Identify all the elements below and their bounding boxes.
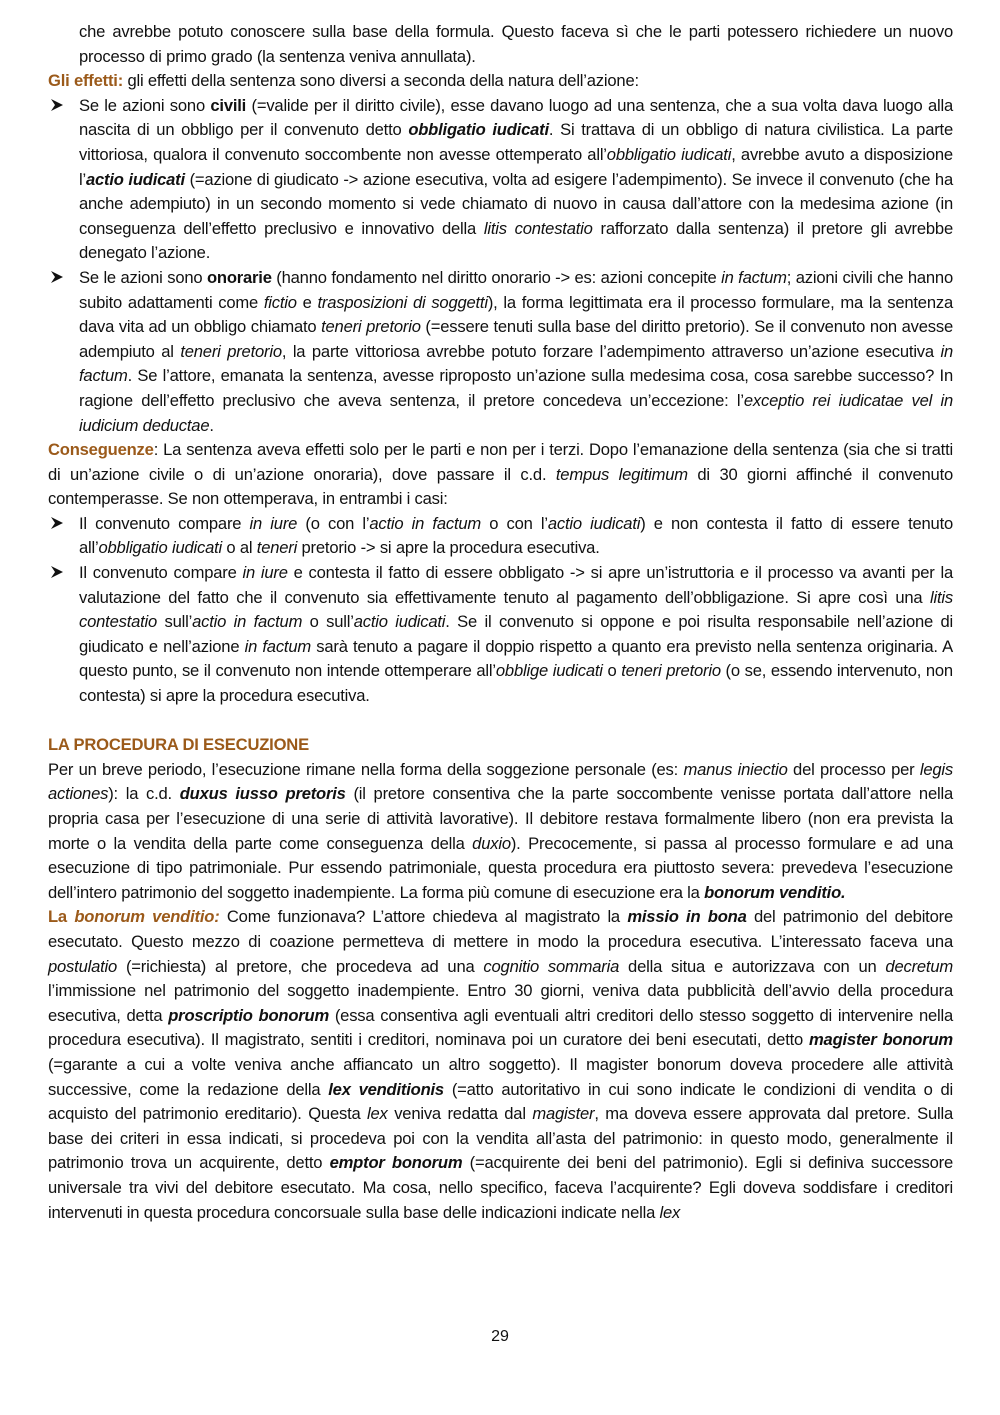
text-run: di 30 giorni affinché il convenuto contemperasse. Se non ottemperava, in entrambi i casi: (48, 464, 954, 509)
arrowhead-bullet-icon (50, 94, 64, 119)
text-run: Se le azioni sono (79, 95, 211, 115)
text-run: (=azione di giudicato -> azione esecutiva, volta ad esigere l’adempimento). Se invece il convenuto (che ha anche adempiuto) in un secondo momento si vede chiamato di nuovo in causa dall’attore con la medesima azione (in conseguenza dell’effetto preclusivo e innovativo della (79, 169, 953, 238)
text-run: teneri pretorio (321, 317, 421, 337)
text-run: Il convenuto compare (79, 513, 250, 533)
text-run: LA PROCEDURA DI ESECUZIONE (48, 735, 309, 755)
text-run: Se le azioni sono (79, 267, 207, 287)
text-run: (essa consentiva agli eventuali altri creditori dello stesso soggetto di intervenire nella procedura esecutiva). Il magistrato, sentiti i creditori, nominava poi un curatore dei beni esecutati, detto (48, 1005, 954, 1050)
section-spacer (48, 709, 953, 734)
text-run: (=richiesta) al pretore, che procedeva ad una (117, 956, 484, 976)
text-run: o sull’ (302, 612, 354, 632)
text-run: ) e non contesta il fatto di essere tenuto all’ (79, 513, 954, 558)
text-run: (=acquirente dei beni del patrimonio). Egli si definiva successore universale tra vivi del debitore esecutato. Ma cosa, nello specifico, faceva l’acquirente? Egli doveva soddisfare i creditori intervenuti in questa procedura concorsuale sulla base delle indicazioni indicate nella (48, 1153, 953, 1222)
text-run: Come funzionava? L’attore chiedeva al magistrato la (219, 907, 628, 927)
page-number: 29 (491, 1328, 509, 1345)
text-run: cognitio sommaria (483, 956, 620, 976)
text-run: missio in bona (627, 907, 747, 927)
text-run: in factum (244, 636, 311, 656)
text-run: e (296, 292, 318, 312)
paragraph (48, 69, 953, 94)
text-run: e contesta il fatto di essere obbligato -> si apre un’istruttoria e il processo va avanti per la valutazione del fatto che il convenuto sia effettivamente tenuto al pagamento dell’obbligazione. Si apre così una (79, 563, 953, 607)
text-run: Il convenuto compare (79, 563, 243, 583)
text-run: fictio (263, 292, 297, 312)
text-run: teneri pretorio (180, 341, 282, 361)
bullet-item (48, 512, 953, 561)
text-run: litis contestatio (79, 587, 953, 632)
arrowhead-bullet-icon (50, 561, 64, 586)
text-run: onorarie (206, 267, 272, 287)
text-run: ; azioni civili che hanno subito adattamenti come (79, 267, 953, 312)
text-run: litis contestatio (483, 218, 593, 238)
text-run: : La sentenza aveva effetti solo per le parti e non per i terzi. Dopo l’emanazione della sentenza (sia che si tratti di un’azione civile o di un’azione onoraria), dove passare il c.d. (48, 440, 953, 484)
text-run: . Se il convenuto si oppone e poi risulta responsabile nell’azione di giudicato e nell’azione (79, 612, 954, 656)
text-run: actio in factum (192, 612, 303, 632)
section-title (48, 733, 953, 758)
paragraph (48, 758, 953, 906)
paragraph (48, 438, 953, 512)
text-run: bonorum venditio. (704, 882, 846, 902)
text-run: actio iudicati (547, 513, 641, 533)
text-run: bonorum venditio: (74, 907, 220, 927)
text-run: civili (210, 95, 247, 115)
text-run: , ma doveva essere approvata dal pretore. Sulla base dei criteri in essa indicati, si procedeva poi con la vendita all’asta del patrimonio: in questo modo, generalmente il patrimonio trova un acquirente, detto (48, 1104, 953, 1173)
text-run: . Se l’attore, emanata la sentenza, avesse riproposto un’azione sulla medesima cosa, cosa sarebbe successo? In ragione dell’effetto preclusivo che aveva sentenza, il pretore concedeva un’eccezione: l’ (79, 366, 953, 410)
text-run: duxus iusso pretoris (179, 784, 346, 804)
text-run: (=essere tenuti sulla base del diritto pretorio). Se il convenuto non avesse adempiuto al (79, 317, 953, 361)
text-run: . (209, 415, 214, 435)
text-run: teneri (256, 538, 298, 558)
bullet-item (48, 266, 953, 438)
text-run: exceptio rei iudicatae vel in iudicium deductae (79, 390, 953, 435)
text-run: Conseguenze (48, 440, 154, 460)
bullet-item (48, 94, 953, 266)
text-run: (=garante a cui a volte veniva anche affiancato un altro soggetto). Il magister bonorum doveva procedere alle attività successive, come la redazione della (48, 1054, 953, 1099)
text-run: teneri pretorio (621, 661, 721, 681)
text-run: lex (659, 1202, 681, 1222)
text-run: Gli effetti: (48, 71, 124, 91)
text-run: manus iniectio (683, 759, 788, 779)
text-run: postulatio (48, 956, 118, 976)
text-run: , la parte vittoriosa avrebbe potuto forzare l’adempimento attraverso un’azione esecutiva (281, 341, 941, 361)
text-run: (hanno fondamento nel diritto onorario -> es: azioni concepite (271, 267, 722, 287)
text-run: Per un breve periodo, l’esecuzione rimane nella forma della soggezione personale (es: (48, 759, 684, 779)
arrowhead-bullet-icon (50, 512, 64, 537)
text-run: o al (222, 538, 257, 558)
text-run: in factum (721, 267, 787, 287)
bullet-item (48, 561, 953, 709)
text-run: obbligatio iudicati (408, 120, 549, 140)
text-run: actio iudicati (85, 169, 185, 189)
text-run: (il pretore consentiva che la parte soccombente venisse portata dall’attore nella propria casa per l’esecuzione di una serie di attività lavorative). Il debitore restava formalmente libero (non era prevista la morte o la vendita della parte come conseguenza della (48, 784, 953, 853)
text-run: in factum (79, 341, 953, 386)
text-run: lex venditionis (328, 1079, 444, 1099)
text-run: rafforzato dalla sentenza) il pretore gli avrebbe denegato l’azione. (79, 218, 953, 263)
text-run: actio in factum (369, 513, 482, 533)
text-run: ): la c.d. (108, 784, 180, 804)
text-run: magister bonorum (809, 1030, 953, 1050)
text-run: che avrebbe potuto conoscere sulla base della formula. Questo faceva sì che le parti potessero richiedere un nuovo processo di primo grado (la sentenza veniva annullata). (79, 22, 953, 66)
text-run: della situa e autorizzava con un (619, 956, 886, 976)
text-run: (=valide per il diritto civile), esse davano luogo ad una sentenza, che a sua volta dava luogo alla nascita di un obbligo per il convenuto detto (79, 95, 953, 140)
text-run: obblige iudicati (495, 661, 603, 681)
text-run: gli effetti della sentenza sono diversi a seconda della natura dell’azione: (123, 71, 639, 91)
text-run: actio iudicati (353, 612, 446, 632)
text-run: l’immissione nel patrimonio del soggetto inadempiente. Entro 30 giorni, veniva data pubblicità dell’avvio della procedura esecutiva, detta (48, 981, 953, 1025)
text-run: magister (532, 1104, 595, 1124)
text-run: tempus legitimum (555, 464, 688, 484)
text-run: . Si trattava di un obbligo di natura civilistica. La parte vittoriosa, qualora il convenuto soccombente non avesse ottemperato all’ (79, 120, 953, 164)
paragraph-continuation (48, 20, 953, 69)
text-run: obbligatio iudicati (98, 538, 223, 558)
document-page (48, 20, 953, 1225)
text-run: o (602, 661, 622, 681)
text-run: veniva redatta dal (387, 1104, 533, 1124)
text-run: emptor bonorum (329, 1153, 463, 1173)
text-run: legis actiones (48, 759, 953, 804)
text-run: del patrimonio del debitore esecutato. Questo mezzo di coazione permetteva di mettere in modo la procedura esecutiva. L’interessato faceva una (48, 907, 953, 951)
text-run: , avrebbe avuto a disposizione l’ (79, 144, 953, 189)
text-run: (o con l’ (297, 513, 370, 533)
text-run: o con l’ (481, 513, 548, 533)
arrowhead-bullet-icon (50, 266, 64, 291)
text-run: obbligatio iudicati (606, 144, 732, 164)
text-run: in iure (249, 513, 298, 533)
text-run: sull’ (157, 612, 193, 632)
text-run: pretorio -> si apre la procedura esecutiva. (297, 538, 600, 558)
text-run: lex (367, 1104, 388, 1124)
text-run: sarà tenuto a pagare il doppio rispetto a quanto era previsto nella sentenza originaria. A questo punto, se il convenuto non intende ottemperare all’ (79, 636, 953, 681)
text-run: del processo per (787, 759, 920, 779)
text-run: duxio (472, 833, 511, 853)
text-run: ). Precocemente, si passa al processo formulare e ad una esecuzione di tipo patrimoniale. Pur essendo patrimoniale, questa procedura era piuttosto severa: prevedeva l’esecuzione dell’intero patrimonio del soggetto inadempiente. La forma più comune di esecuzione era la (48, 833, 954, 902)
text-run: (o se, essendo intervenuto, non contesta) si apre la procedura esecutiva. (79, 661, 953, 706)
text-run: trasposizioni di soggetti (317, 292, 488, 312)
text-run: in iure (242, 563, 288, 583)
paragraph (48, 905, 953, 1225)
text-run: ), la forma legittimata era il processo formulare, ma la sentenza dava vita ad un obbligo chiamato (79, 292, 953, 337)
text-run: La (48, 907, 75, 927)
text-run: (=atto autoritativo in cui sono indicate le condizioni di vendita o di acquisto del patrimonio ereditario). Questa (48, 1079, 954, 1124)
text-run: decretum (885, 956, 953, 976)
text-run: proscriptio bonorum (168, 1005, 330, 1025)
